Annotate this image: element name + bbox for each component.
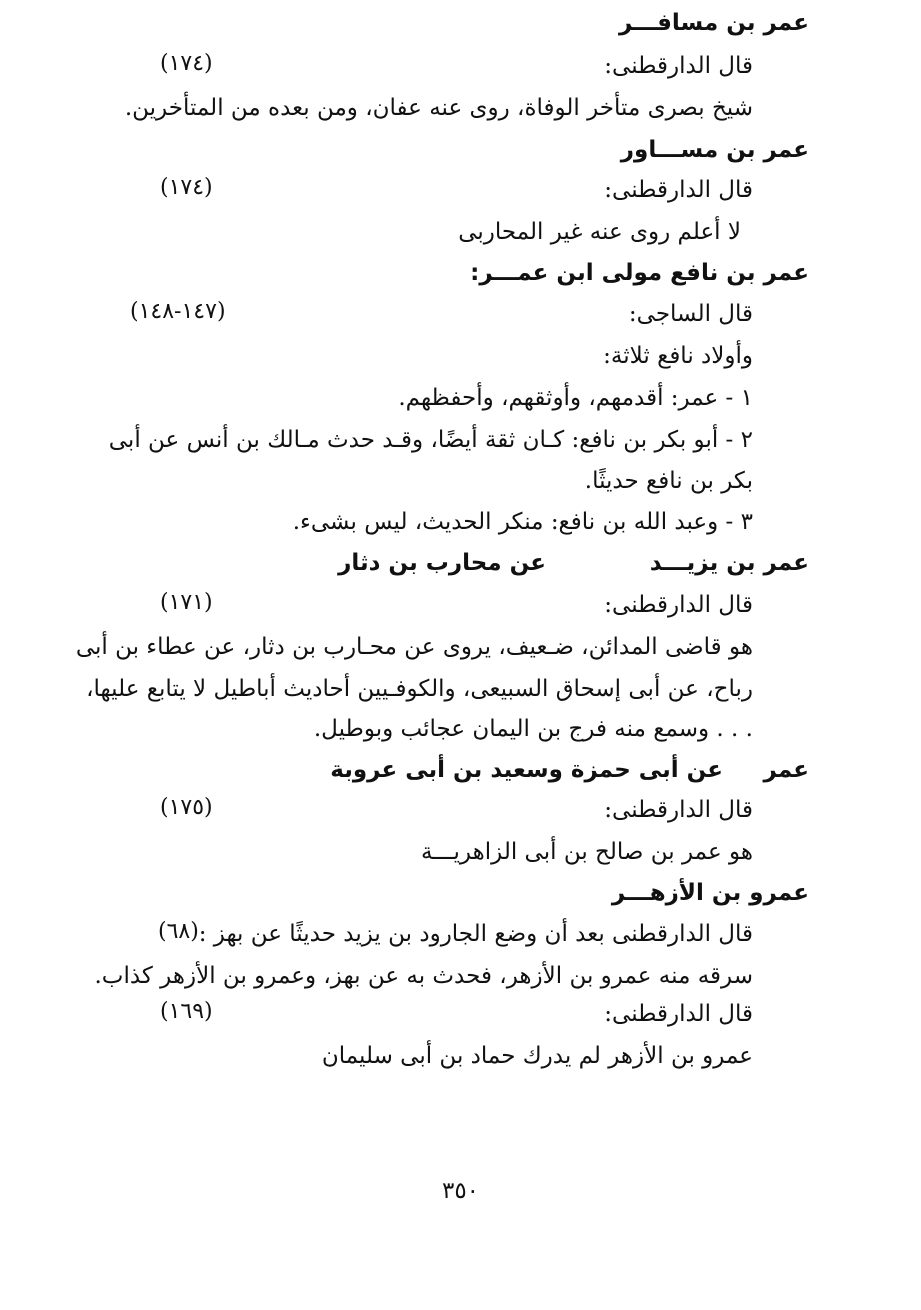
quote-text: بكر بن نافع حديثًا. (584, 468, 753, 494)
quote-intro: قال الدارقطنى بعد أن وضع الجارود بن يزيد حديثًا عن بهز : (198, 921, 753, 947)
quote-text: ٢ - أبو بكر بن نافع: كـان ثقة أيضًا، وقـد حدث مـالك بن أنس عن أبى (108, 427, 753, 453)
quote-text: هو قاضى المدائن، ضـعيف، يروى عن محـارب بن دثار، عن عطاء بن أبى (75, 634, 753, 660)
source-reference: (١٧١) (160, 590, 213, 615)
quote-text: ٣ - وعبد الله بن نافع: منكر الحديث، ليس بشىء. (292, 509, 753, 535)
entry-heading: عمرو بن الأزهـــر (611, 880, 809, 906)
entry-heading: عمر (763, 757, 809, 783)
quote-text: لا أعلم روى عنه غير المحاربى (458, 219, 741, 245)
source-reference: (١٧٤) (160, 175, 213, 200)
source-reference: (١٧٤) (160, 51, 213, 76)
quote-text: رباح، عن أبى إسحاق السبيعى، والكوفـيين أحاديث أباطيل لا يتابع عليها، (86, 676, 753, 702)
quote-text: هو عمر بن صالح بن أبى الزاهريـــة (420, 839, 753, 865)
quote-intro: قال الدارقطنى: (604, 1001, 753, 1027)
quote-text: ١ - عمر: أقدمهم، وأوثقهم، وأحفظهم. (398, 385, 753, 411)
quote-text: سرقه منه عمرو بن الأزهر، فحدث به عن بهز، وعمرو بن الأزهر كذاب. (94, 963, 753, 989)
entry-heading-detail: عن محارب بن دثار (338, 550, 546, 576)
quote-intro: قال الدارقطنى: (604, 177, 753, 203)
quote-intro: قال الدارقطنى: (604, 797, 753, 823)
quote-text: . . . وسمع منه فرج بن اليمان عجائب وبوطيل. (313, 716, 753, 742)
source-reference: (١٤٧-١٤٨) (130, 299, 226, 324)
source-reference: (٦٨) (158, 919, 199, 944)
entry-heading: عمر بن مســـاور (620, 137, 809, 163)
entry-heading: عمر بن يزيـــد (649, 550, 809, 576)
page-number: ٣٥٠ (441, 1178, 480, 1204)
quote-intro: قال الساجى: (628, 301, 753, 327)
entry-heading: عمر بن نافع مولى ابن عمـــر: (470, 260, 809, 286)
entry-heading: عمر بن مسافـــر (618, 10, 809, 36)
quote-text: عمرو بن الأزهر لم يدرك حماد بن أبى سليمان (321, 1043, 753, 1069)
quote-text: وأولاد نافع ثلاثة: (603, 343, 753, 369)
entry-heading-detail: عن أبى حمزة وسعيد بن أبى عروبة (330, 757, 723, 783)
quote-intro: قال الدارقطنى: (604, 592, 753, 618)
source-reference: (١٦٩) (160, 999, 213, 1024)
source-reference: (١٧٥) (160, 795, 213, 820)
quote-intro: قال الدارقطنى: (604, 53, 753, 79)
quote-text: شيخ بصرى متأخر الوفاة، روى عنه عفان، ومن بعده من المتأخرين. (124, 95, 753, 121)
